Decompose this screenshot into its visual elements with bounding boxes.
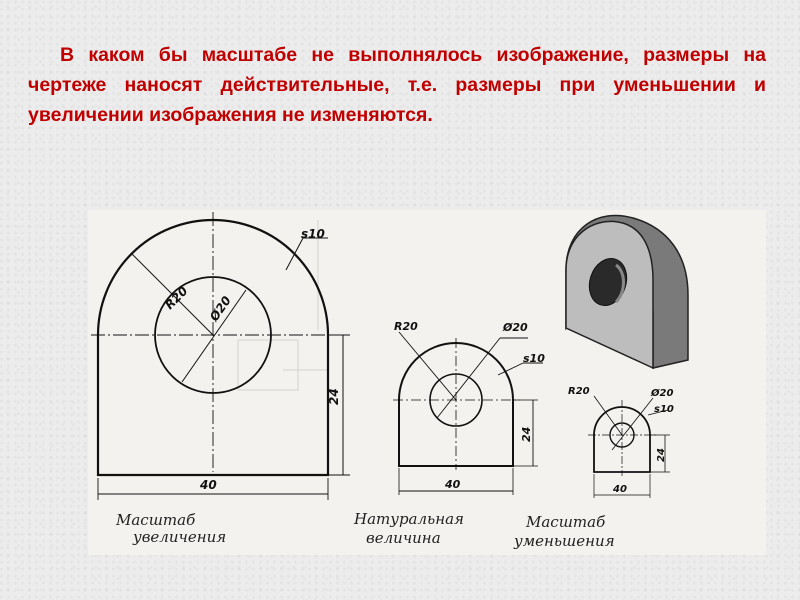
dim-24-large: 24 xyxy=(327,388,341,405)
isometric-part xyxy=(566,215,688,368)
dim-d20-reduced: Ø20 xyxy=(651,388,674,399)
caption-reduced-line2: уменьшения xyxy=(514,532,615,550)
dim-40-natural: 40 xyxy=(445,478,461,491)
dim-24-reduced: 24 xyxy=(656,448,667,462)
slide-body-text: В каком бы масштабе не выполнялось изображение, размеры на чертеже наносят действительные, т.е. размеры при уменьшении и увеличении изображения не изменяются. xyxy=(28,44,766,126)
dim-r20-reduced: R20 xyxy=(568,386,590,397)
dim-40-large: 40 xyxy=(200,478,217,492)
view-natural xyxy=(393,332,543,495)
view-enlarged xyxy=(91,212,350,500)
technical-drawing xyxy=(88,210,766,555)
dim-s10-large: s10 xyxy=(301,227,325,241)
dim-r20-natural: R20 xyxy=(394,320,418,333)
caption-natural-line2: величина xyxy=(366,529,441,547)
dim-40-reduced: 40 xyxy=(613,484,627,495)
dim-s10-reduced: s10 xyxy=(654,404,674,415)
dim-d20-natural: Ø20 xyxy=(503,321,528,334)
caption-natural-line1: Натуральная xyxy=(354,510,464,528)
scanned-drawing xyxy=(88,210,766,555)
caption-enlarged-line2: увеличения xyxy=(133,528,227,546)
dim-24-natural: 24 xyxy=(520,426,533,442)
dim-r20-large: R20 xyxy=(162,283,191,313)
caption-enlarged-line1: Масштаб xyxy=(116,511,196,529)
dim-s10-natural: s10 xyxy=(523,352,545,365)
caption-reduced-line1: Масштаб xyxy=(526,513,606,531)
dim-d20-large: Ø20 xyxy=(206,293,234,324)
